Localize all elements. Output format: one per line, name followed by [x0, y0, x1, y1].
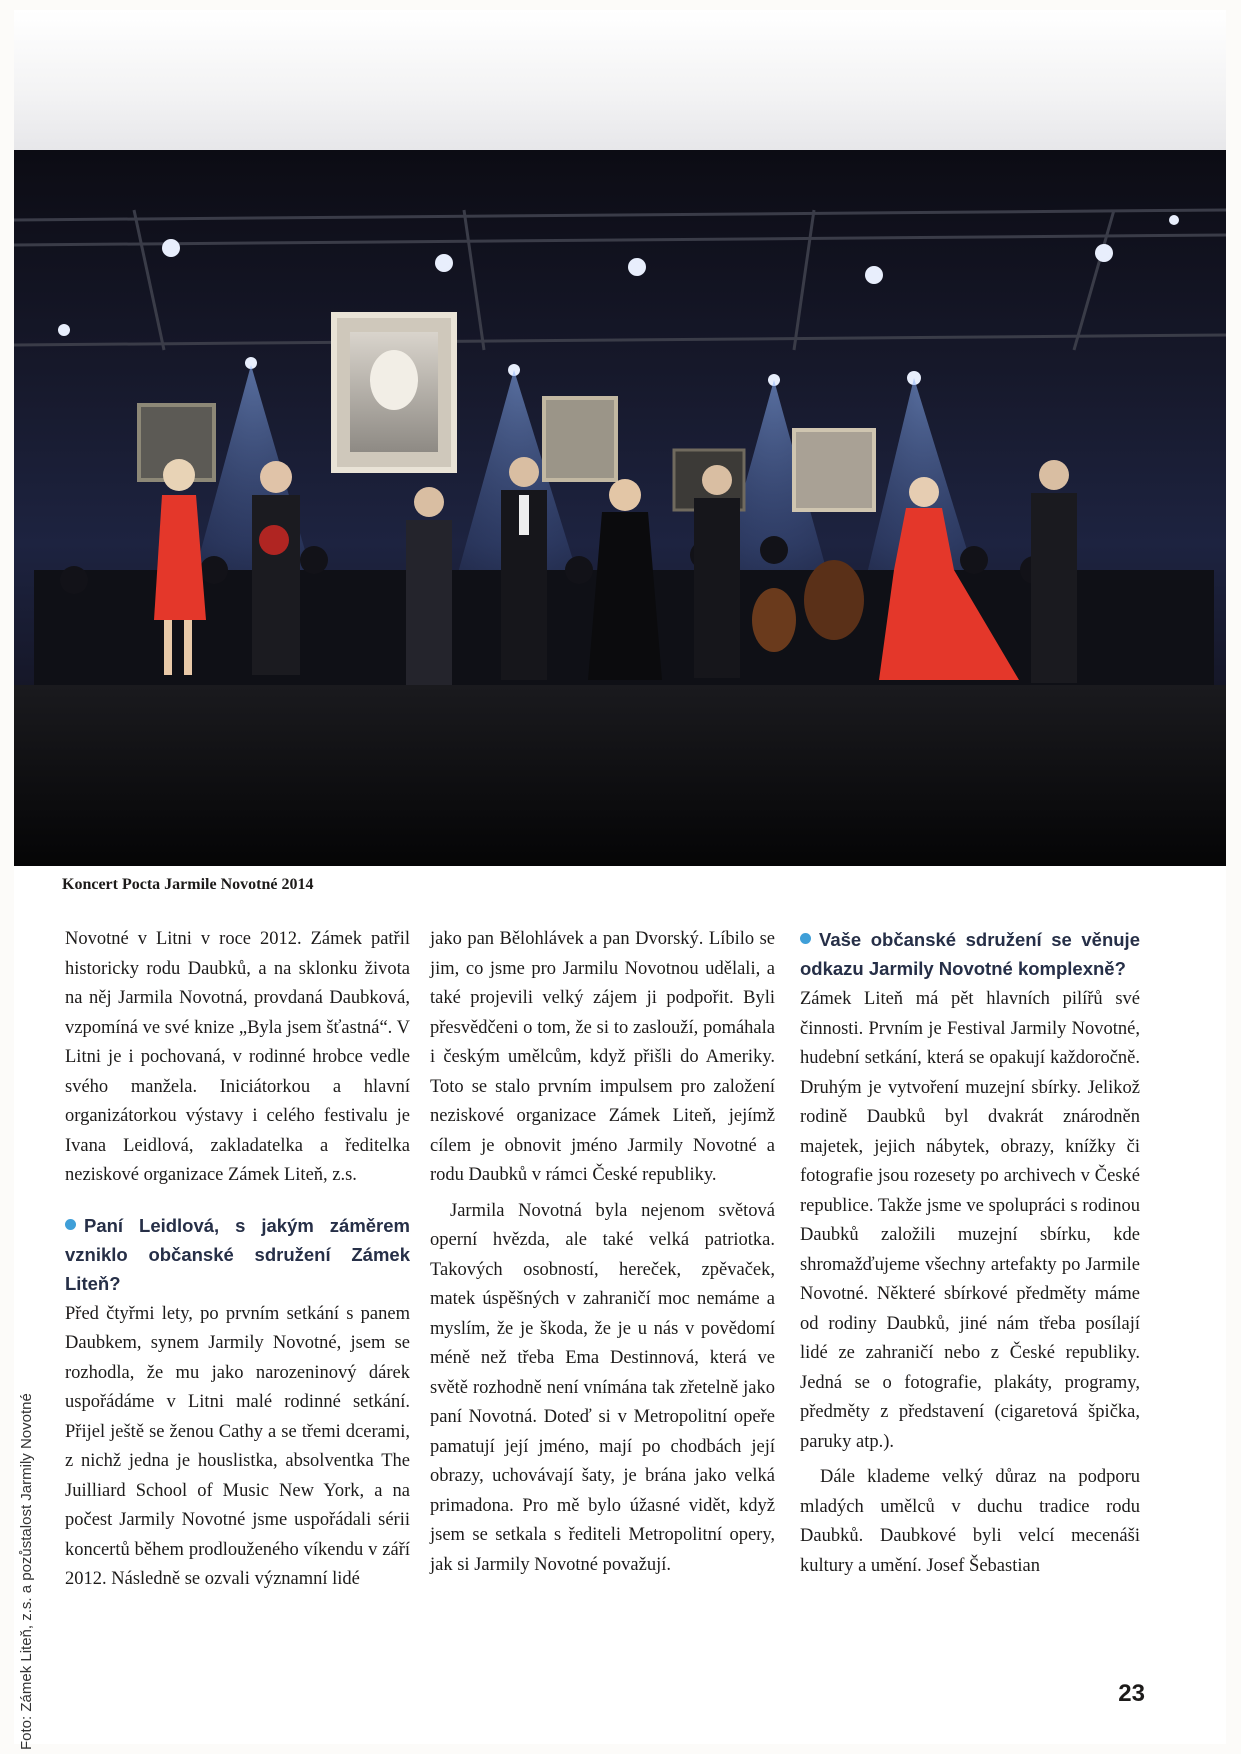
interview-question — [800, 925, 1140, 983]
bullet-icon — [65, 1219, 76, 1230]
photo-ceiling-area — [14, 10, 1226, 150]
text-column-3 — [800, 925, 1140, 1581]
lighting-truss — [14, 210, 1226, 350]
paragraph: Před čtyřmi lety, po prvním setkání s panem Daubkem, synem Jarmily Novotné, jsem se rozhodla, že mu jako narozeninový dárek uspořádáme v Litni malé rodinné setkání. Přijel ještě se ženou Cathy a se třemi dcerami, z nichž jedna je houslistka, absolventka The Juilliard School of Music New York, a na počest Jarmily Novotné jsme uspořádali sérii koncertů během prodlouženého víkendu v září 2012. Následně se ozvali významní lidé — [65, 1303, 410, 1589]
paragraph: Dále klademe velký důraz na podporu mladých umělců v duchu tradice rodu Daubků. Daubkové byli velcí mecenáši kultury a umění. Josef Šebastian — [800, 1467, 1140, 1576]
paragraph: jako pan Bělohlávek a pan Dvorský. Líbilo se jim, co jsme pro Jarmilu Novotnou udělali, a také projevili velký zájem ji podpořit. Byli přesvědčeni o tom, že si to zaslouží, pomáhala i českým umělcům, když přišli do Ameriky. Toto se stalo prvním impulsem pro založení neziskové organizace Zámek Liteň, jejímž cílem je obnovit jméno Jarmily Novotné a rodu Daubků v rámci České republiky. — [430, 929, 775, 1185]
paragraph: Novotné v Litni v roce 2012. Zámek patřil historicky rodu Daubků, a na sklonku života na něj Jarmila Novotná, provdaná Daubková, vzpomíná ve své knize „Byla jsem šťastná“. V Litni je i pochovaná, v rodinné hrobce vedle svého manžela. Iniciátorkou a hlavní organizátorkou výstavy i celého festivalu je Ivana Leidlová, zakladatelka a ředitelka neziskové organizace Zámek Liteň, z.s. — [65, 929, 410, 1185]
photo-caption: Koncert Pocta Jarmile Novotné 2014 — [62, 876, 314, 893]
text-column-2 — [430, 925, 775, 1580]
concert-photo — [14, 150, 1226, 866]
photo-credit: Foto: Zámek Liteň, z.s. a pozůstalost Jarmily Novotné — [18, 1393, 35, 1750]
paragraph: Jarmila Novotná byla nejenom světová operní hvězda, ale také velká patriotka. Takových osobností, hereček, zpěvaček, matek úspěšných v zahraničí moc nemáme a myslím, že je škoda, že je u nás v povědomí méně než třeba Ema Destinnová, která ve světě rozhodně není vnímána tak zřetelně jako paní Novotná. Doteď si v Metropolitní opeře pamatují její jméno, mají po chodbách její obrazy, uchovávají šaty, je brána jako velká primadona. Pro mě bylo úžasné vidět, když jsem se setkala s řediteli Metropolitní opery, jak si Jarmily Novotné považují. — [430, 1200, 775, 1575]
interview-question — [65, 1211, 410, 1298]
stage-floor — [14, 685, 1226, 866]
page-number: 23 — [1118, 1680, 1145, 1707]
paragraph: Zámek Liteň má pět hlavních pilířů své činnosti. Prvním je Festival Jarmily Novotné, hudební setkání, která se opakují každoročně. Druhým je vytvoření muzejní sbírky. Jelikož rodině Daubků byl dvakrát znárodněn majetek, jejich nábytek, obrazy, knížky či fotografie jsou rozesety po archivech v České republice. Takže jsme ve spolupráci s rodinou Daubků založili muzejní sbírku, kde shromažďujeme všechny artefakty po Jarmile Novotné. Některé sbírkové předměty máme od rodiny Daubků, jiné nám třeba posílají lidé ze zahraničí nebo z České republiky. Jedná se o fotografie, plakáty, programy, předměty z představení (cigaretová špička, paruky atp.). — [800, 989, 1140, 1452]
text-column-1 — [65, 925, 410, 1595]
bullet-icon — [800, 933, 811, 944]
concert-stage-illustration — [14, 150, 1226, 866]
question-text: Vaše občanské sdružení se věnuje odkazu Jarmily Novotné komplexně? — [800, 929, 1140, 979]
question-text: Paní Leidlová, s jakým záměrem vzniklo občanské sdružení Zámek Liteň? — [65, 1214, 410, 1294]
soloists — [154, 457, 1077, 685]
